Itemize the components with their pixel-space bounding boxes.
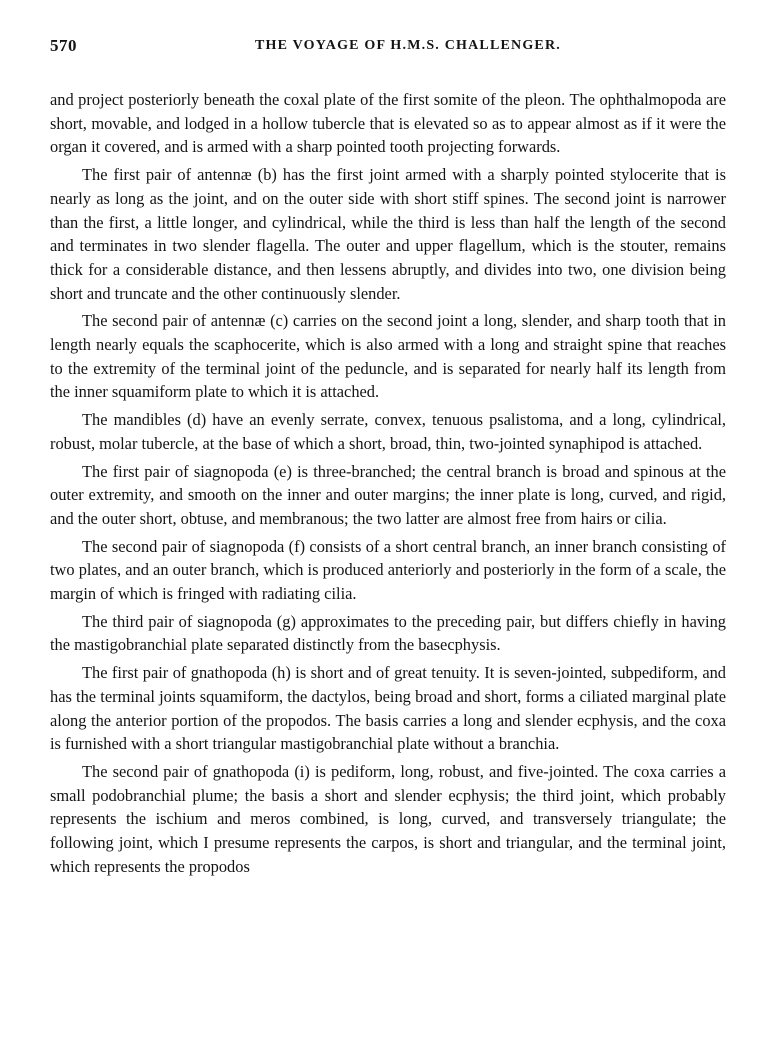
paragraph-third-siagnopoda: The third pair of siagnopoda (g) approximates to the preceding pair, but differs chiefly in having the mastigobranchial plate separated distinctly from the basecphysis. [50,611,726,655]
book-page [50,36,726,879]
paragraph-second-gnathopoda: The second pair of gnathopoda (i) is pediform, long, robust, and five-jointed. The coxa carries a small podobranchial plume; the basis a short and slender ecphysis; the third joint, which probably represents the ischium and meros combined, is long, curved, and transversely triangulate; the following joint, which I presume represents the carpos, is short and triangular, and the terminal joint, which represents the propodos [50,761,726,876]
paragraph-second-antennae: The second pair of antennæ (c) carries on the second joint a long, slender, and sharp tooth that in length nearly equals the scaphocerite, which is also armed with a long and straight spine that reaches to the extremity of the terminal joint of the peduncle, and is separated for nearly half its length from the inner squamiform plate to which it is attached. [50,311,726,402]
paragraph-continuation: and project posteriorly beneath the coxal plate of the first somite of the pleon. The ophthalmopoda are short, movable, and lodged in a hollow tubercle that is elevated so as to appear almost as if it were the organ it covered, and is armed with a sharp pointed tooth projecting forwards. [50,90,726,157]
running-head [50,36,726,64]
paragraph-first-gnathopoda: The first pair of gnathopoda (h) is short and of great tenuity. It is seven-jointed, subpediform, and has the terminal joints squamiform, the dactylos, being broad and short, forms a ciliated marginal plate along the anterior portion of the propodos. The basis carries a long and slender ecphysis, and the coxa is furnished with a short triangular mastigobranchial plate without a branchia. [50,663,726,754]
paragraph-first-siagnopoda: The first pair of siagnopoda (e) is three-branched; the central branch is broad and spinous at the outer extremity, and smooth on the inner and outer margins; the inner plate is long, curved, and rigid, and the outer short, obtuse, and membranous; the two latter are almost free from hairs or cilia. [50,461,726,528]
running-title: THE VOYAGE OF H.M.S. CHALLENGER. [255,38,561,53]
paragraph-second-siagnopoda: The second pair of siagnopoda (f) consists of a short central branch, an inner branch consisting of two plates, and an outer branch, which is produced anteriorly and posteriorly in the form of a scale, the margin of which is fringed with radiating cilia. [50,536,726,604]
page-number: 570 [50,36,77,55]
paragraph-mandibles: The mandibles (d) have an evenly serrate, convex, tenuous psalistoma, and a long, cylindrical, robust, molar tubercle, at the base of which a short, broad, thin, two-jointed synaphipod is attached. [50,410,726,453]
paragraph-first-antennae: The first pair of antennæ (b) has the first joint armed with a sharply pointed stylocerite that is nearly as long as the joint, and on the outer side with short stiff spines. The second joint is narrower than the first, a little longer, and cylindrical, while the third is less than half the length of the second and terminates in two slender flagella. The outer and upper flagellum, which is the stouter, remains thick for a considerable distance, and then lessens abruptly, and divides into two, one division being short and truncate and the other continuously slender. [50,165,726,303]
body-text [50,88,726,879]
